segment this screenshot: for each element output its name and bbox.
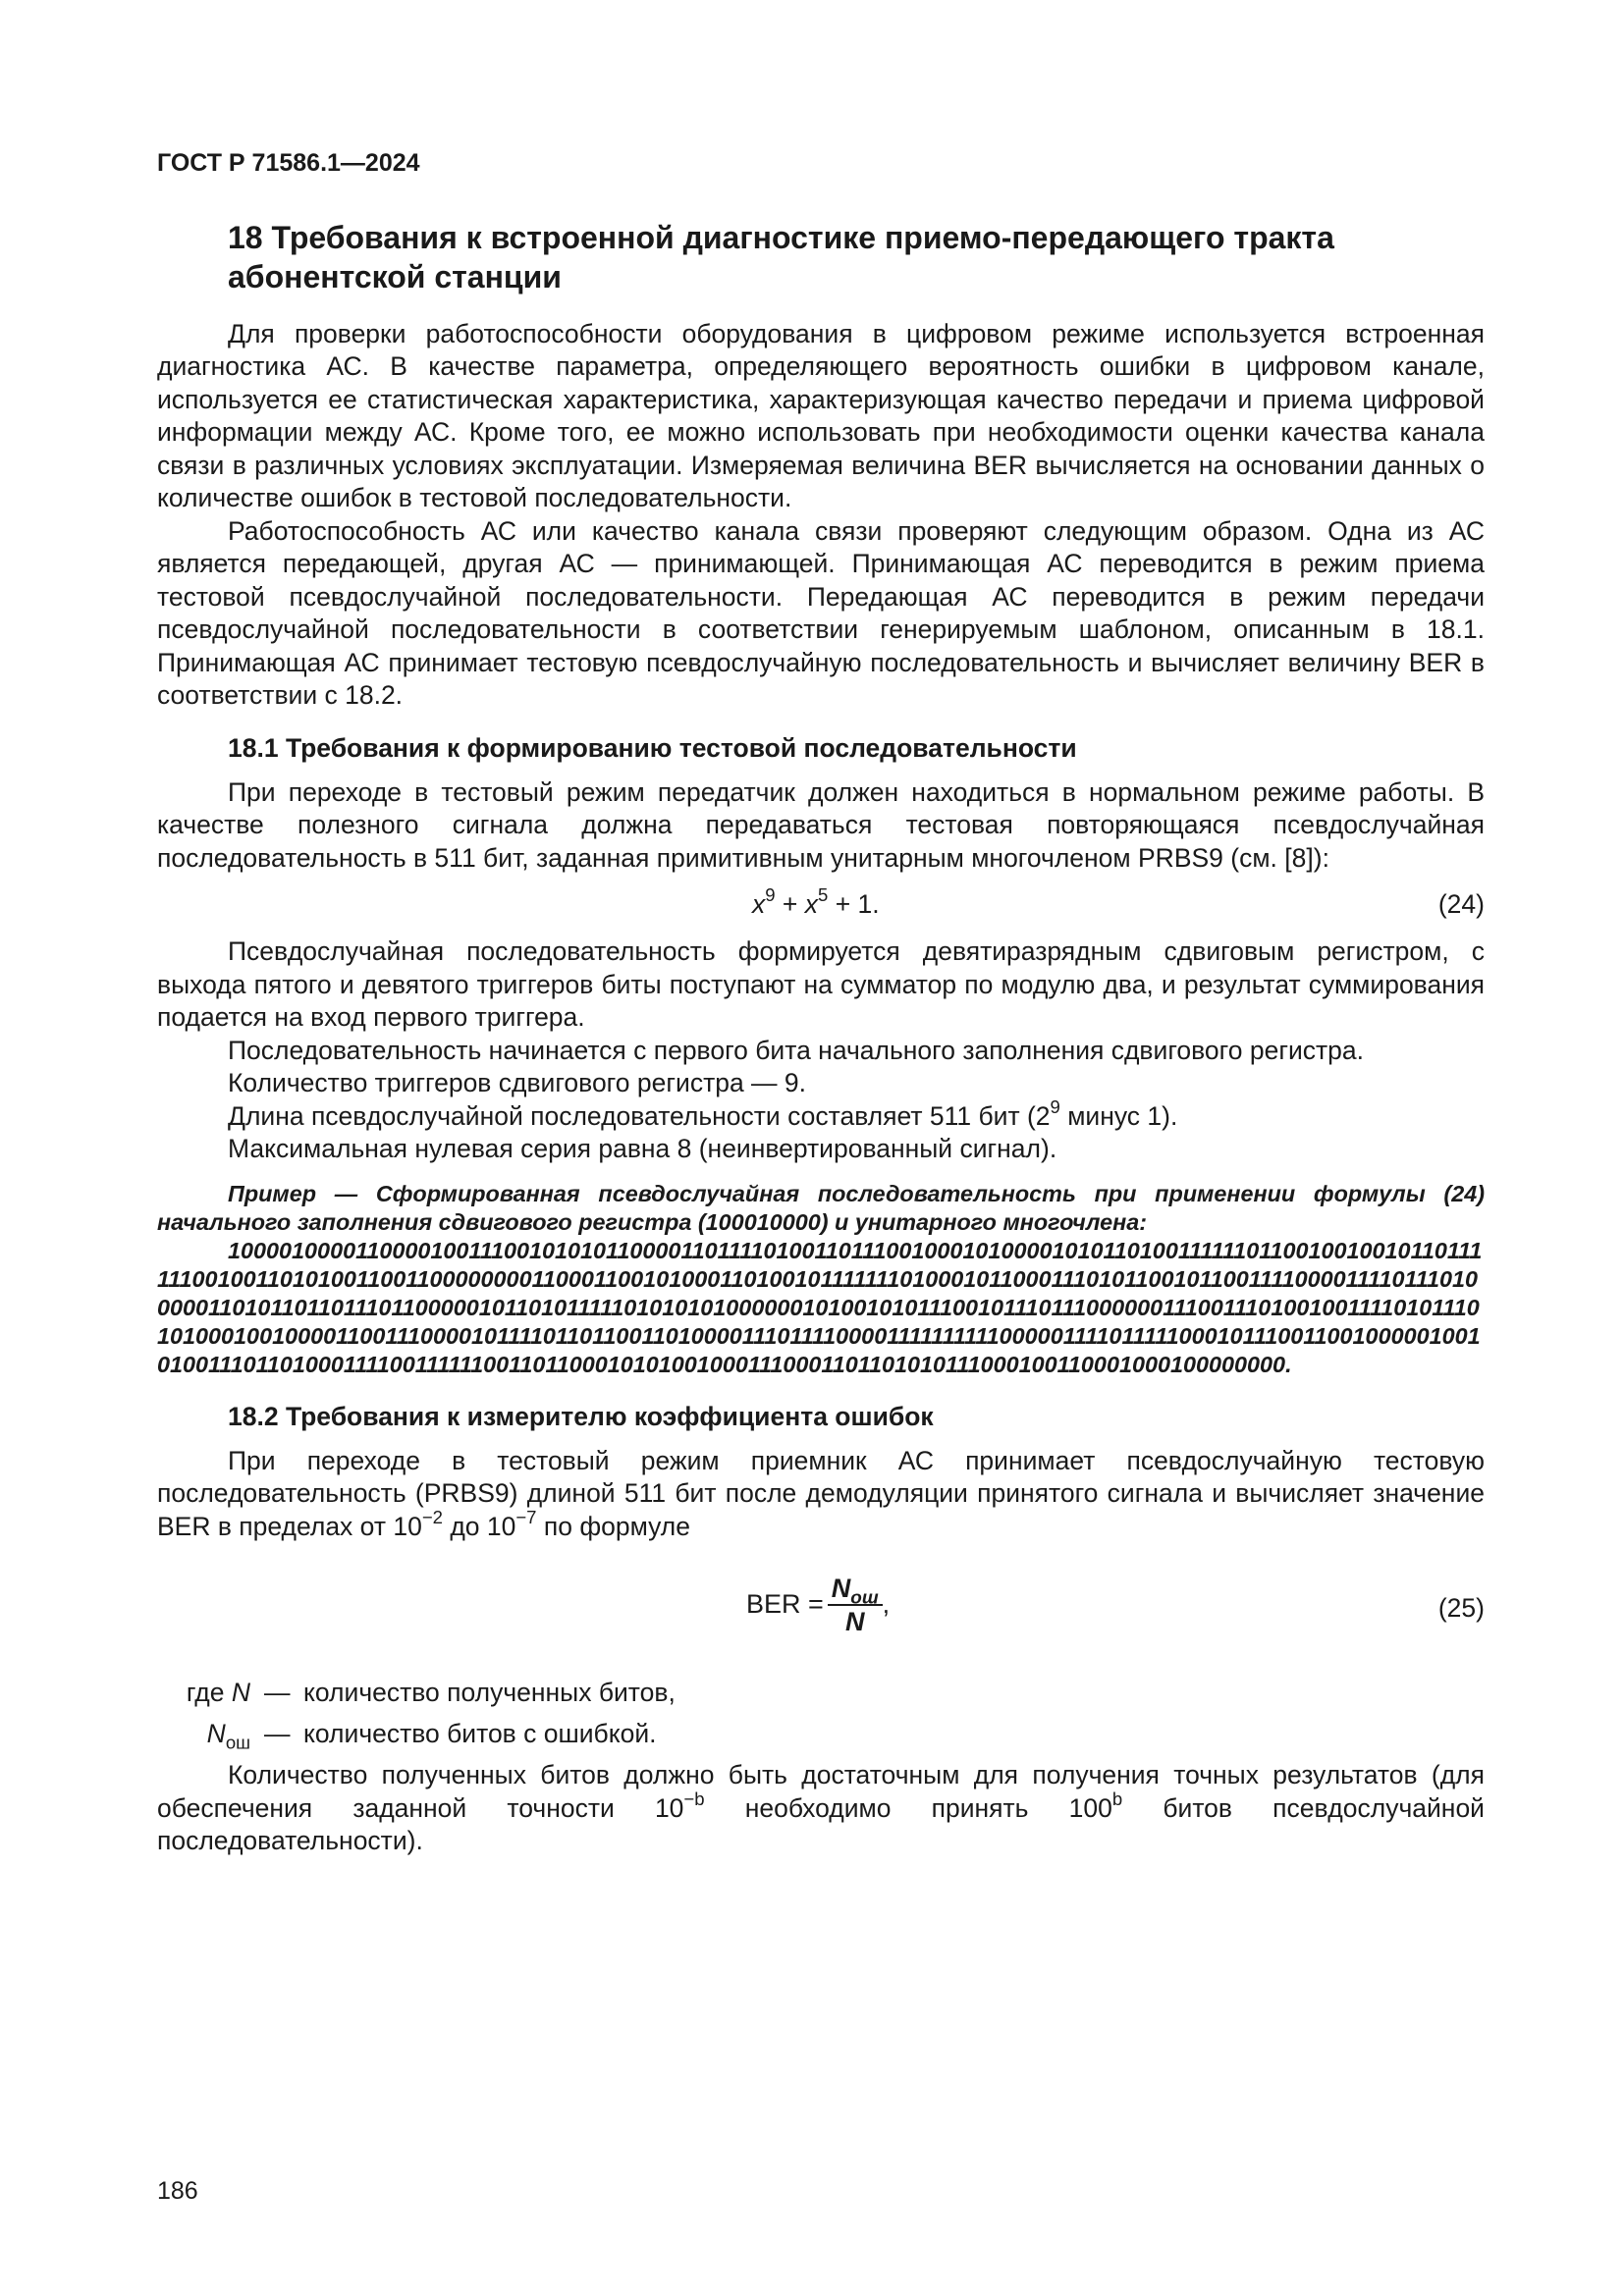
section-18-title-line1: 18 Требования к встроенной диагностике приемо-передающего тракта [228,219,1334,255]
legend-symbol-main: N [231,1678,250,1707]
section-18-title-line2: абонентской станции [228,258,562,294]
symbol-legend [157,1677,1485,1759]
document-code: ГОСТ Р 71586.1—2024 [157,149,420,177]
legend-row [157,1677,1485,1718]
p2-exponent-2: b [1111,1788,1123,1809]
formula-25-num-sub: ош [850,1587,879,1609]
section-18-1-paragraph-5 [157,1095,1485,1134]
section-18-title [228,218,1485,296]
p1-text-b: до 10 [442,1511,516,1541]
p2-exponent-1: −b [683,1788,705,1809]
section-18-2-title: 18.2 Требования к измерителю коэффициента ошибок [228,1401,934,1431]
section-18-1-paragraph-6: Максимальная нулевая серия равна 8 (неинвертированный сигнал). [228,1134,1057,1163]
formula-24-rest: + 1. [828,889,880,919]
formula-25-expression [746,1573,890,1637]
formula-25 [157,1561,1485,1659]
section-18-1-paragraph-4: Количество триггеров сдвигового регистра — 9. [228,1068,807,1097]
section-18-1-paragraph-3: Последовательность начинается с первого бита начального заполнения сдвигового регистра. [228,1035,1365,1065]
p5-text-before: Длина псевдослучайной последовательности составляет 511 бит (2 [228,1100,1051,1131]
formula-24-exp-1: 9 [765,883,776,905]
formula-24-number: (24) [1437,889,1485,919]
p2-text-a: Количество полученных битов должно быть достаточным для получения точных результатов (для обеспечения заданной точности 10 [157,1760,1485,1823]
legend-dash: — [264,1678,291,1707]
formula-24 [157,879,1485,930]
p2-text-c: битов псевдослучайной последовательности). [157,1792,1485,1855]
example-block [157,1180,1485,1379]
p5-text-after: минус 1). [1059,1100,1178,1131]
page-number: 186 [157,2177,198,2205]
section-18-1-paragraph-1: При переходе в тестовый режим передатчик должен находиться в нормальном режиме работы. В качестве полезного сигнала должна передаваться тестовая повторяющаяся псевдослучайная последовательность в 511 бит, заданная примитивным унитарным многочленом PRBS9 (см. [8]): [157,776,1485,873]
legend-description: количество полученных битов, [303,1678,676,1707]
section-18-paragraph-1: Для проверки работоспособности оборудования в цифровом режиме используется встроенная диагностика АС. В качестве параметра, определяющего вероятность ошибки в цифровом канале, используется ее статистическая характеристика, характеризующая качество передачи и приема цифровой информации между АС. Кроме того, ее можно использовать при необходимости оценки качества канала связи в различных условиях эксплуатации. Измеряемая величина BER вычисляется на основании данных о количестве ошибок в тестовой последовательности. [157,318,1485,512]
p2-text-b: необходимо принять 100 [704,1792,1112,1823]
example-lead: Пример — Сформированная псевдослучайная последовательность при применении формулы (24) начального заполнения сдвигового регистра (100010000) и унитарного многочлена: [157,1180,1485,1235]
p1-text-a: При переходе в тестовый режим приемник АС принимает псевдослучайную тестовую последовательность (PRBS9) длиной 511 бит после демодуляции принятого сигнала и вычисляет значение BER в пределах от 10 [157,1445,1485,1541]
section-18-paragraph-2: Работоспособность АС или качество канала связи проверяют следующим образом. Одна из АС является передающей, другая АС — принимающей. Принимающая АС переводится в режим приема тестовой псевдослучайной последовательности. Передающая АС переводится в режим передачи псевдослучайной последовательности в соответствии генерируемым шаблоном, описанным в 18.1. Принимающая АС принимает тестовую псевдослучайную последовательность и вычисляет величину BER в соответствии с 18.2. [157,515,1485,710]
example-bit-sequence: 1000010000110000100111001010101100001101111010011011100100010100001010110100111111011001001001011011111100100110101001100110000000011000110010100011010010111111101000101100011101011001011001111000011110111010000011010110110111011000001011010111110101010100000010100101011100101110111000000111001110100100111101011101010001001000011001110000101111011011001101000011101111000011111111110000011110111110001011100110010000010010100111011010001111001111110011011000101010010001110001101101010111000100110001000100000000. [157,1237,1483,1377]
section-18-2-paragraph-2 [157,1759,1485,1858]
formula-25-num-symbol: N [831,1574,851,1603]
formula-25-numerator [828,1573,883,1609]
p1-exponent-1: −2 [421,1506,443,1527]
legend-symbol [157,1677,264,1710]
formula-25-comma: , [882,1589,891,1620]
p1-text-c: по формуле [536,1511,690,1541]
legend-description: количество битов с ошибкой. [303,1719,657,1748]
legend-dash: — [264,1719,291,1748]
legend-row [157,1718,1485,1759]
legend-symbol [157,1718,264,1751]
formula-25-number: (25) [1437,1593,1485,1623]
section-18-1-title: 18.1 Требования к формированию тестовой последовательности [228,732,1077,763]
formula-25-denominator: N [844,1607,865,1636]
formula-24-var-1: x [752,889,766,919]
formula-24-exp-2: 5 [818,883,829,905]
document-page [157,147,1485,1858]
legend-prefix: где [186,1678,232,1707]
p1-exponent-2: −7 [515,1506,537,1527]
p5-exponent: 9 [1050,1095,1060,1117]
legend-symbol-main: N [206,1719,226,1748]
formula-24-expression [752,883,880,922]
formula-24-var-2: x [804,889,819,919]
section-18-2-paragraph-1 [157,1445,1485,1544]
legend-symbol-sub: ош [225,1732,250,1753]
formula-25-lhs: BER = [746,1589,824,1620]
section-18-1-paragraph-2: Псевдослучайная последовательность формируется девятиразрядным сдвиговым регистром, с выхода пятого и девятого триггеров биты поступают на сумматор по модулю два, и результат суммирования подается на вход первого триггера. [157,936,1485,1032]
formula-25-fraction [828,1573,883,1637]
formula-24-plus: + [775,889,805,919]
